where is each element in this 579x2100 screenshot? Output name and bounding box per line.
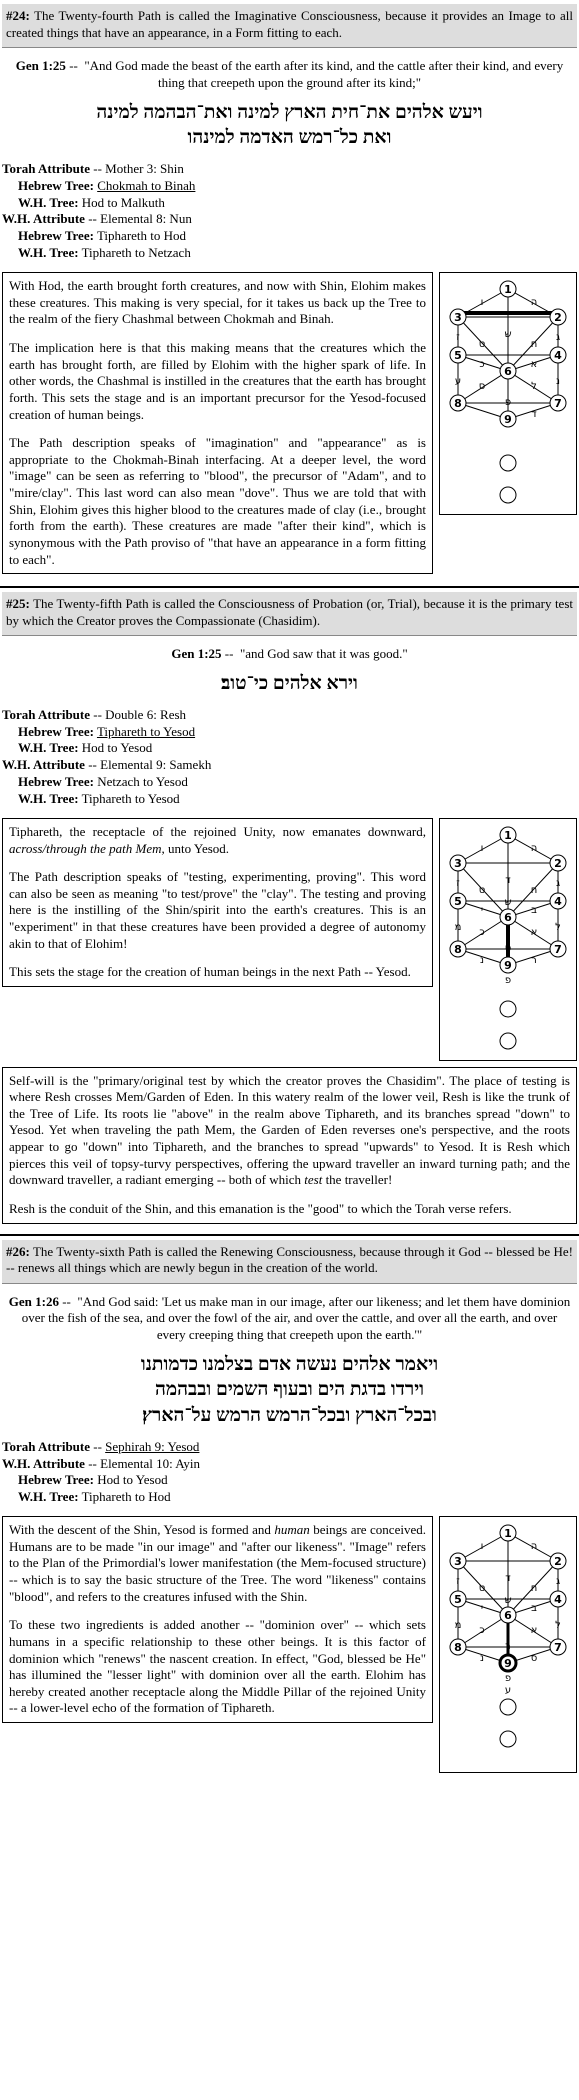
path-letter: נ [479,1653,485,1665]
sephirah-number: 4 [554,894,562,908]
path-letter: ו [480,297,484,309]
path-25-id: #25: [6,596,30,612]
sephirah-number: 5 [454,1593,462,1607]
empty-node [500,1731,516,1747]
path-letter: ל [555,921,561,933]
sephirah-number: 6 [504,910,512,924]
path-letter: ב [531,1603,537,1615]
path-24-intro-text: The Twenty-fourth Path is called the Imaginative Consciousness, because it provides an Image to all created things that have an appearance, in a Form fitting to each. [6,8,573,40]
path-letter: א [530,926,538,938]
path-letter: ד [505,874,511,886]
sephirah-number: 3 [454,1555,462,1569]
path-25-gen: Gen 1:25 -- "and God saw that it was good." [171,646,408,662]
path-letter: כ [479,359,485,371]
sephirah-number: 7 [554,942,562,956]
path-26-section [0,1234,579,1785]
path-letter: ע [454,376,462,388]
path-letter: ג [555,332,561,344]
path-letter: ש [504,329,512,341]
path-24-commentary: With Hod, the earth brought forth creatures, and now with Shin, Elohim makes these creatures. This making is very special, for it takes us back up the Tree to the realm of the fiery Chashmal between Chokmah and Binah. The implication here is that this making means that the creatures which the earth has brought forth, are filled by Elohim with the higher spark of life. In other words, the Chashmal is instilled in the creatures that the earth has brought forth. This sets the stage and is an important precursor for the Yesod-focused creation of human beings. The Path description speaks of "imagination" and "appearance" as is appropriate to the Chokmah-Binah interfacing. At a deeper level, the word "image" can be seen as referring to "blood", the precursor of "Adam", and to "mire/clay". This last word can also mean "dove". Thus we are told that with Shin, Elohim gives this higher blood to the creatures made of clay (i.e., brought forth from the earth). These creatures are made "after their kind", which is synonymous with the Path proviso of "that have an appearance in a form fitting to each". [2,272,433,574]
path-24-gen: Gen 1:25 -- "And God made the beast of the earth after its kind, and the cattle after their kind, and every thing that creepeth upon the ground after its kind;" [15,58,564,90]
path-letter: ג [555,1576,561,1588]
path-letter: ח [530,1583,538,1595]
path-letter: ש [504,896,512,908]
path-letter: ט [478,884,486,896]
path-24-gen-text: "And God made the beast of the earth after its kind, and the cattle after their kind, and every thing that creepeth upon the ground after its kind;" [84,58,564,90]
path-letter: מ [454,1620,462,1632]
path-24-hebrew: ויעש אלהים את־חית הארץ למינה ואת־הבהמה למינה ואת כל־רמש האדמה למינהו [96,101,483,149]
empty-node [500,1001,516,1017]
path-25-section [0,586,579,1233]
sephirah-number: 8 [454,1641,462,1655]
path-letter: מ [454,921,462,933]
sephirah-number: 3 [454,856,462,870]
sephirah-number: 9 [504,413,512,427]
path-letter: ה [530,1541,538,1553]
path-letter: ה [530,297,538,309]
path-letter: ה [530,842,538,854]
path-letter: פ [504,974,512,986]
path-26-commentary: With the descent of the Shin, Yesod is formed and human beings are conceived. Humans are to be made "in our image" and "after our likeness". "Image" refers to the Plan of the Primordial's lower manifestation (the Mem-focused structure) -- which is to say the basic structure of the Tree. The word "likeness" contains "blood", and refers to the creatures infused with the Shin. To these two ingredients is added another -- "dominion over" -- which sets humans in a specific relationship to these other beings. It is this factor of dominion which "renews" the nascent creation. In effect, "God, blessed be He" has illumined the "lesser light" with dominion over all the earth. Elohim has hereby created another receptacle along the Middle Pillar of the rejoined Unity -- a lower-level echo of the formation of Tiphareth. [2,1516,433,1723]
path-letter: ז [456,877,460,889]
sephirah-number: 6 [504,365,512,379]
path-letter: ל [531,381,537,393]
path-letter: י [480,904,484,916]
path-25-gen-text: "and God saw that it was good." [239,646,408,662]
path-letter: ז [456,332,460,344]
path-25-commentary-continued: Self-will is the "primary/original test by which the creator proves the Chasidim". The place of testing is where Resh crosses Mem/Garden of Eden. In this watery realm of the lower veil, Resh is like the trunk of the Tree of Life. Its roots lie "above" in the realm above Tiphareth, and its branches spread "down" to Yesod. Yet when traveling the path Mem, the Garden of Eden reverses one's perspective, and the roots appear to go "down" into Tiphareth, and the branches to spread "upwards" to Yesod. It is Resh which pierces this veil of topsy-turvy perspectives, offering the upward traveller an inward turning path; and the downward traveller, a radiant emerging -- both of which test the traveller! Resh is the conduit of the Shin, and this emanation is the "good" to which the Torah verse refers. [2,1067,577,1224]
path-26-attributes: Torah Attribute -- Sephirah 9: Yesod W.H. Attribute -- Elemental 10: Ayin Hebrew Tree: Hod to Yesod W.H. Tree: Tiphareth to Hod [2,1438,201,1505]
sephirah-number: 2 [554,1555,562,1569]
path-letter: ע [504,1685,512,1697]
sephirah-number: 7 [554,1641,562,1655]
path-25-intro [2,592,577,636]
path-letter: נ [479,954,485,966]
sephirah-number: 5 [454,349,462,363]
tree-of-life-diagram-24 [439,272,577,515]
path-letter: ח [530,884,538,896]
path-25-commentary: Tiphareth, the receptacle of the rejoined Unity, now emanates downward, across/through the path Mem, unto Yesod. The Path description speaks of "testing, experimenting, proving". This word can also be seen as meaning "to test/prove" the "clay". The testing and proving here is the instilling of the Shin/spirit into the earth's creatures. This is an "experiment" in that these creatures have been provided a degree of autonomy akin to that of Elohim! This sets the stage for the creation of human beings in the next Path -- Yesod. [2,818,433,987]
empty-node [500,1033,516,1049]
path-24-id: #24: [6,8,30,23]
tree-of-life-diagram-25 [439,818,577,1061]
sephirah-number: 7 [554,397,562,411]
sephirah-number: 8 [454,397,462,411]
path-26-intro [2,1240,577,1284]
path-letter: ז [456,1576,460,1588]
path-26-intro-text: The Twenty-sixth Path is called the Renewing Consciousness, because through it God -- blessed be He! -- renews all things which are newly begun in the creation of the world. [6,1243,573,1276]
path-25-intro-text: The Twenty-fifth Path is called the Consciousness of Probation (or, Trial), because it is the primary test by which the Creator proves the Compassionate (Chasidim). [6,596,573,628]
path-letter: ט [478,1583,486,1595]
path-letter: ו [480,842,484,854]
sephirah-number: 2 [554,311,562,325]
sephirah-number: 3 [454,311,462,325]
tree-of-life-diagram-26 [439,1516,577,1773]
path-letter: ט [478,339,486,351]
empty-node [500,455,516,471]
sephirah-number: 9 [504,958,512,972]
path-26-id: #26: [6,1243,30,1259]
path-letter: ש [504,1595,512,1607]
path-letter: כ [479,1625,485,1637]
path-letter: א [530,359,538,371]
sephirah-number: 4 [554,349,562,363]
path-26-gen: Gen 1:26 -- "And God said: 'Let us make man in our image, after our likeness; and let them have dominion over the fish of the sea, and over the fowl of the air, and over the cattle, and over all the earth, and over every creeping thing that creepeth upon the earth.'" [8,1293,571,1343]
empty-node [500,1699,516,1715]
path-25-attributes: Torah Attribute -- Double 6: Resh Hebrew Tree: Tiphareth to Yesod W.H. Tree: Hod to Yesod W.H. Attribute -- Elemental 9: Samekh Hebrew Tree: Netzach to Yesod W.H. Tree: Tiphareth to Yesod [2,706,212,807]
path-24-gen-ref: Gen 1:25 [15,58,66,74]
path-letter: פ [504,1673,512,1685]
path-letter: ר [505,1641,511,1653]
sephirah-number: 2 [554,856,562,870]
path-letter: פ [504,397,512,409]
sephirah-number: 1 [504,828,512,842]
path-24-intro [2,4,577,48]
sephirah-number: 1 [504,1527,512,1541]
sephirah-number: 6 [504,1609,512,1623]
sephirah-number: 9 [504,1657,512,1671]
path-letter: כ [479,926,485,938]
sephirah-number: 8 [454,942,462,956]
path-letter: ג [555,877,561,889]
path-letter: ס [478,381,486,393]
path-letter: ד [505,1573,511,1585]
path-letter: ל [555,1620,561,1632]
path-letter: ד [531,409,537,421]
path-letter: י [480,1603,484,1615]
path-letter: ר [531,954,537,966]
path-26-hebrew: ויאמר אלהים נעשה אדם בצלמנו כדמותנו וירדו בדגת הים ובעוף השמים ובבהמה ובכל־הארץ ובכל־הרמש הרמש על־הארץ׃ [140,1353,439,1427]
path-letter: נ [555,376,561,388]
path-24-attributes: Torah Attribute -- Mother 3: Shin Hebrew Tree: Chokmah to Binah W.H. Tree: Hod to Malkuth W.H. Attribute -- Elemental 8: Nun Hebrew Tree: Tiphareth to Hod W.H. Tree: Tiphareth to Netzach [2,160,196,261]
path-letter: ב [531,904,537,916]
path-letter: ח [530,339,538,351]
empty-node [500,487,516,503]
sephirah-number: 1 [504,283,512,297]
path-24-section [0,0,579,586]
path-25-gen-ref: Gen 1:25 [171,646,222,662]
path-letter: ו [480,1541,484,1553]
path-26-gen-text: "And God said: 'Let us make man in our image, after our likeness; and let them have dominion over the fish of the sea, and over the fowl of the air, and over the cattle, and over all the earth, and over every creeping thing that creepeth upon the earth.'" [21,1293,571,1343]
path-letter: י [506,351,510,363]
path-25-hebrew: וירא אלהים כי־טוב׃ [221,673,358,694]
path-26-gen-ref: Gen 1:26 [8,1293,59,1309]
sephirah-number: 5 [454,894,462,908]
path-letter: ס [530,1653,538,1665]
path-letter: ס [504,942,512,954]
path-letter: א [530,1625,538,1637]
sephirah-number: 4 [554,1593,562,1607]
